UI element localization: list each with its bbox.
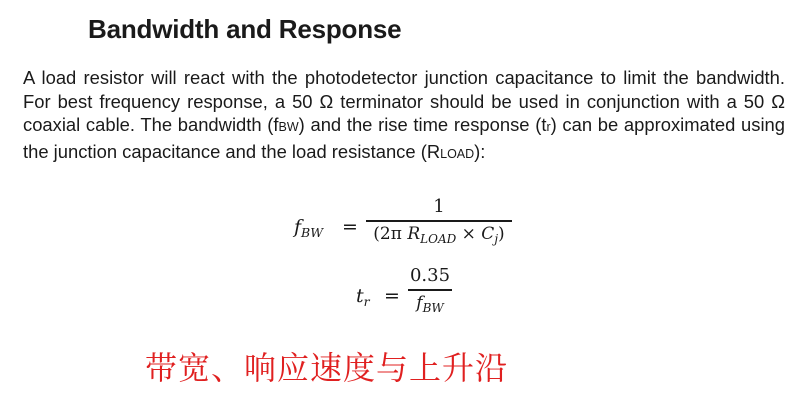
bandwidth-den-c-sub: j bbox=[494, 231, 499, 246]
bandwidth-lhs-sub: BW bbox=[301, 225, 324, 240]
bandwidth-denominator bbox=[366, 224, 512, 246]
bandwidth-den-open: (2π bbox=[373, 223, 408, 244]
subscript-load: LOAD bbox=[440, 146, 475, 161]
rise-time-lhs-var: t bbox=[356, 285, 364, 307]
rise-time-den-sub: BW bbox=[422, 300, 444, 315]
section-title: Bandwidth and Response bbox=[88, 14, 402, 44]
bandwidth-den-close: ) bbox=[498, 223, 505, 244]
rise-time-numerator: 0.35 bbox=[409, 265, 451, 286]
bandwidth-den-r-sub: LOAD bbox=[420, 231, 457, 246]
rise-time-fraction bbox=[408, 265, 452, 315]
bandwidth-numerator: 1 bbox=[433, 196, 445, 217]
rise-time-denominator bbox=[408, 293, 452, 315]
bandwidth-fraction-bar bbox=[366, 220, 512, 222]
bandwidth-lhs bbox=[294, 216, 323, 240]
rise-time-fraction-bar bbox=[408, 289, 452, 291]
subscript-r: r bbox=[546, 120, 551, 134]
rise-time-den-var: f bbox=[416, 292, 423, 313]
rise-time-equals: = bbox=[384, 285, 400, 307]
bandwidth-den-c: C bbox=[481, 223, 495, 244]
bandwidth-fraction bbox=[366, 196, 512, 246]
paragraph-text-2: ) and the rise time response (t bbox=[298, 114, 547, 135]
description-paragraph bbox=[23, 66, 785, 166]
bandwidth-lhs-var: f bbox=[294, 216, 302, 238]
bandwidth-den-r: R bbox=[407, 223, 421, 244]
bandwidth-den-times: × bbox=[456, 223, 482, 244]
rise-time-lhs bbox=[356, 285, 370, 309]
subscript-bw: BW bbox=[278, 120, 299, 134]
paragraph-text-3: ) can be approximated using the junction capacitance and the load resistance (R bbox=[23, 114, 785, 162]
bandwidth-equals: = bbox=[342, 216, 358, 238]
rise-time-lhs-sub: r bbox=[363, 294, 370, 309]
chinese-caption: 带宽、响应速度与上升沿 bbox=[145, 349, 509, 387]
paragraph-text-1: A load resistor will react with the photodetector junction capacitance to limit the bandwidth. For best frequency response, a 50 Ω terminator should be used in conjunction with a 50 Ω coaxial cable. The bandwidth (f bbox=[23, 67, 785, 135]
paragraph-text-4: ): bbox=[474, 140, 486, 162]
